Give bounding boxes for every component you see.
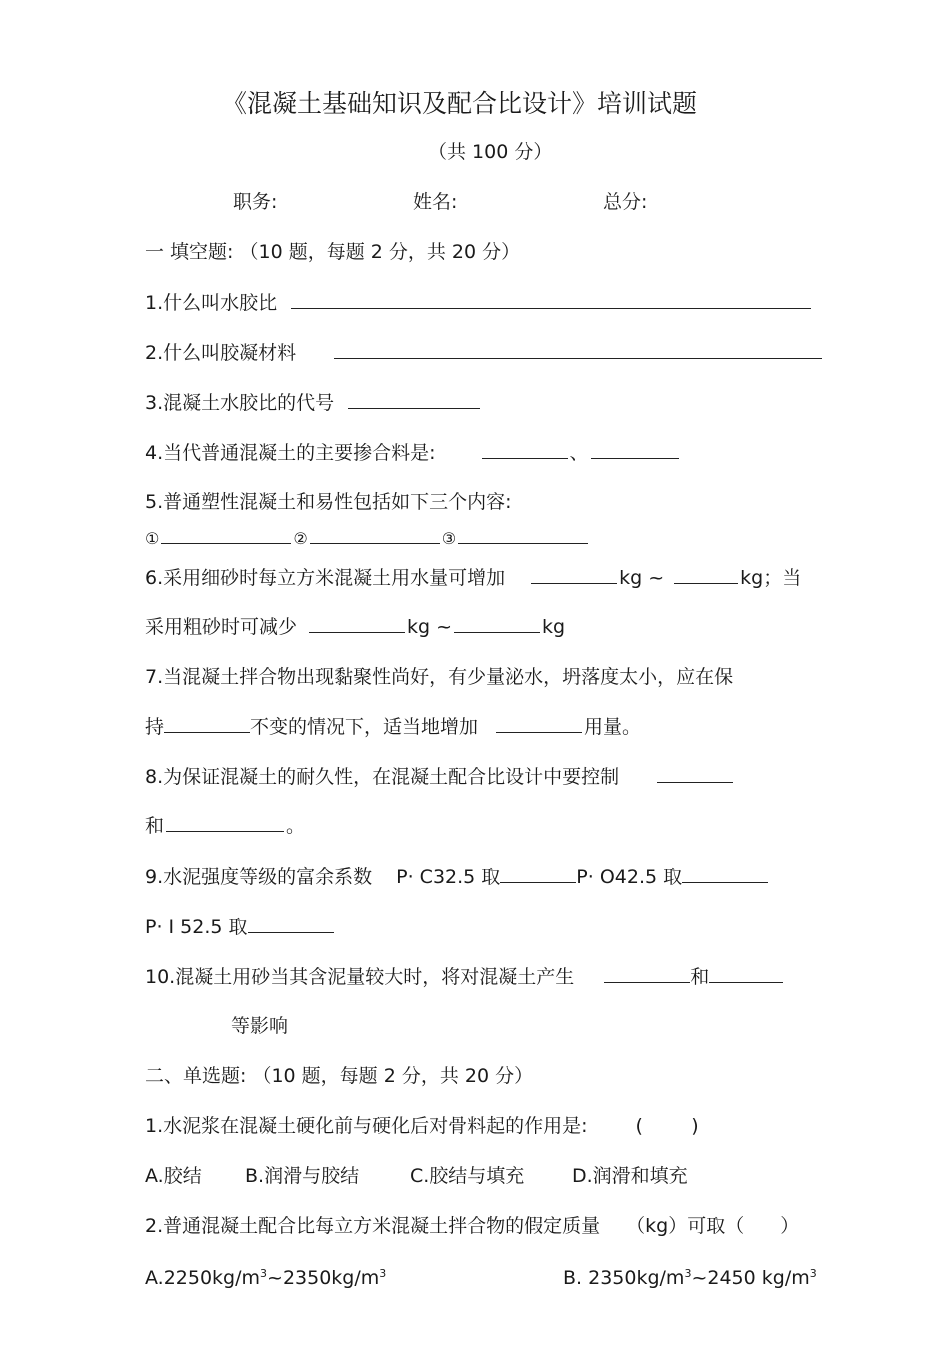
question-9-text: P· Ⅰ 52.5 取 [145,916,248,938]
separator: 、 [569,442,589,464]
answer-blank[interactable] [164,714,250,733]
question-4 [145,440,681,465]
answer-blank[interactable] [348,390,480,409]
mc-option-b[interactable]: B.润滑与胶结 [245,1165,360,1187]
question-8-text: 8.为保证混凝土的耐久性，在混凝土配合比设计中要控制 [145,766,620,788]
question-9-line2 [145,914,334,939]
field-total-label: 总分: [603,191,648,213]
field-name-label: 姓名: [413,191,458,213]
option-text: ~2350kg/m [267,1267,380,1289]
exam-title: 《混凝土基础知识及配合比设计》培训试题 [222,89,698,118]
answer-blank[interactable] [454,614,540,633]
answer-blank[interactable] [458,529,588,544]
question-5-answers [145,527,590,551]
answer-blank[interactable] [248,914,334,933]
question-2 [145,340,824,365]
total-points: （共 100 分） [428,141,553,163]
answer-blank[interactable] [310,529,440,544]
mc-question-2 [145,1214,799,1238]
mc-question-1-text: 1.水泥浆在混凝土硬化前与硬化后对骨料起的作用是: [145,1115,588,1137]
unit-text: kg ~ [619,567,665,589]
answer-blank[interactable] [531,565,617,584]
question-6-line1 [145,565,801,590]
answer-blank[interactable] [674,565,738,584]
answer-blank[interactable] [604,964,690,983]
question-7-line2 [145,714,641,739]
answer-blank[interactable] [166,813,284,832]
option-text: B. 2350kg/m [563,1267,685,1289]
option-text: ~2450 kg/m [691,1267,810,1289]
answer-blank[interactable] [309,614,405,633]
answer-blank[interactable] [496,714,582,733]
question-6-text: 采用粗砂时可减少 [145,616,298,638]
section2-heading: 二、单选题: （10 题，每题 2 分，共 20 分） [145,1065,534,1087]
question-8-text: 。 [286,815,306,837]
answer-blank[interactable] [591,440,679,459]
section1-heading: 一 填空题: （10 题，每题 2 分，共 20 分） [145,241,521,263]
field-position-label: 职务: [233,191,278,213]
option-text: A.2250kg/m [145,1267,261,1289]
superscript: 3 [684,1267,692,1280]
answer-blank[interactable] [500,864,576,883]
question-2-text: 2.什么叫胶凝材料 [145,342,297,364]
question-10-line2: 等影响 [231,1015,289,1037]
superscript: 3 [809,1267,817,1280]
mc-option-d[interactable]: D.润滑和填充 [572,1165,688,1187]
mc2-option-b[interactable] [563,1266,817,1290]
question-3-text: 3.混凝土水胶比的代号 [145,392,335,414]
answer-blank[interactable] [709,964,783,983]
answer-blank[interactable] [657,764,733,783]
mc2-option-a[interactable] [145,1266,386,1290]
answer-paren-close[interactable]: ） [780,1215,800,1237]
question-8-line2 [145,813,305,838]
question-1-text: 1.什么叫水胶比 [145,292,278,314]
mc-option-c[interactable]: C.胶结与填充 [410,1165,525,1187]
question-10-text: 10.混凝土用砂当其含泥量较大时，将对混凝土产生 [145,966,575,988]
question-8-line1 [145,764,735,789]
unit-text: kg [542,616,566,638]
question-7-line1: 7.当混凝土拌合物出现黏聚性尚好，有少量泌水，坍落度太小，应在保 [145,666,734,688]
superscript: 3 [379,1267,387,1280]
answer-blank[interactable] [161,529,291,544]
question-9-text: P· O42.5 取 [576,866,683,888]
unit-text: kg；当 [740,567,802,589]
question-6-line2 [145,614,565,639]
question-7-text: 用量。 [584,716,642,738]
question-7-text: 持 [145,716,165,738]
question-3 [145,390,482,415]
superscript: 3 [260,1267,268,1280]
question-10-line1 [145,964,783,989]
question-1 [145,290,813,315]
answer-blank[interactable] [682,864,768,883]
question-8-text: 和 [145,815,165,837]
question-9-text: P· C32.5 取 [396,866,501,888]
marker-3: ③ [441,529,457,548]
question-9-text: 9.水泥强度等级的富余系数 [145,866,373,888]
marker-1: ① [145,529,160,548]
mc-question-2-text: 2.普通混凝土配合比每立方米混凝土拌合物的假定质量 [145,1215,601,1237]
unit-text: （kg）可取（ [626,1215,745,1237]
question-6-text: 6.采用细砂时每立方米混凝土用水量可增加 [145,567,506,589]
mc-question-1 [145,1114,699,1138]
answer-blank[interactable] [482,440,568,459]
question-4-text: 4.当代普通混凝土的主要掺合料是: [145,442,436,464]
question-9-line1 [145,864,768,889]
question-10-text: 和 [690,966,710,988]
question-7-text: 不变的情况下，适当地增加 [250,716,479,738]
mc-option-a[interactable]: A.胶结 [145,1165,202,1187]
answer-paren[interactable]: ( ) [635,1115,699,1137]
question-5: 5.普通塑性混凝土和易性包括如下三个内容: [145,491,512,513]
marker-2: ② [293,529,308,548]
answer-blank[interactable] [291,290,811,309]
answer-blank[interactable] [334,340,822,359]
unit-text: kg ~ [407,616,453,638]
